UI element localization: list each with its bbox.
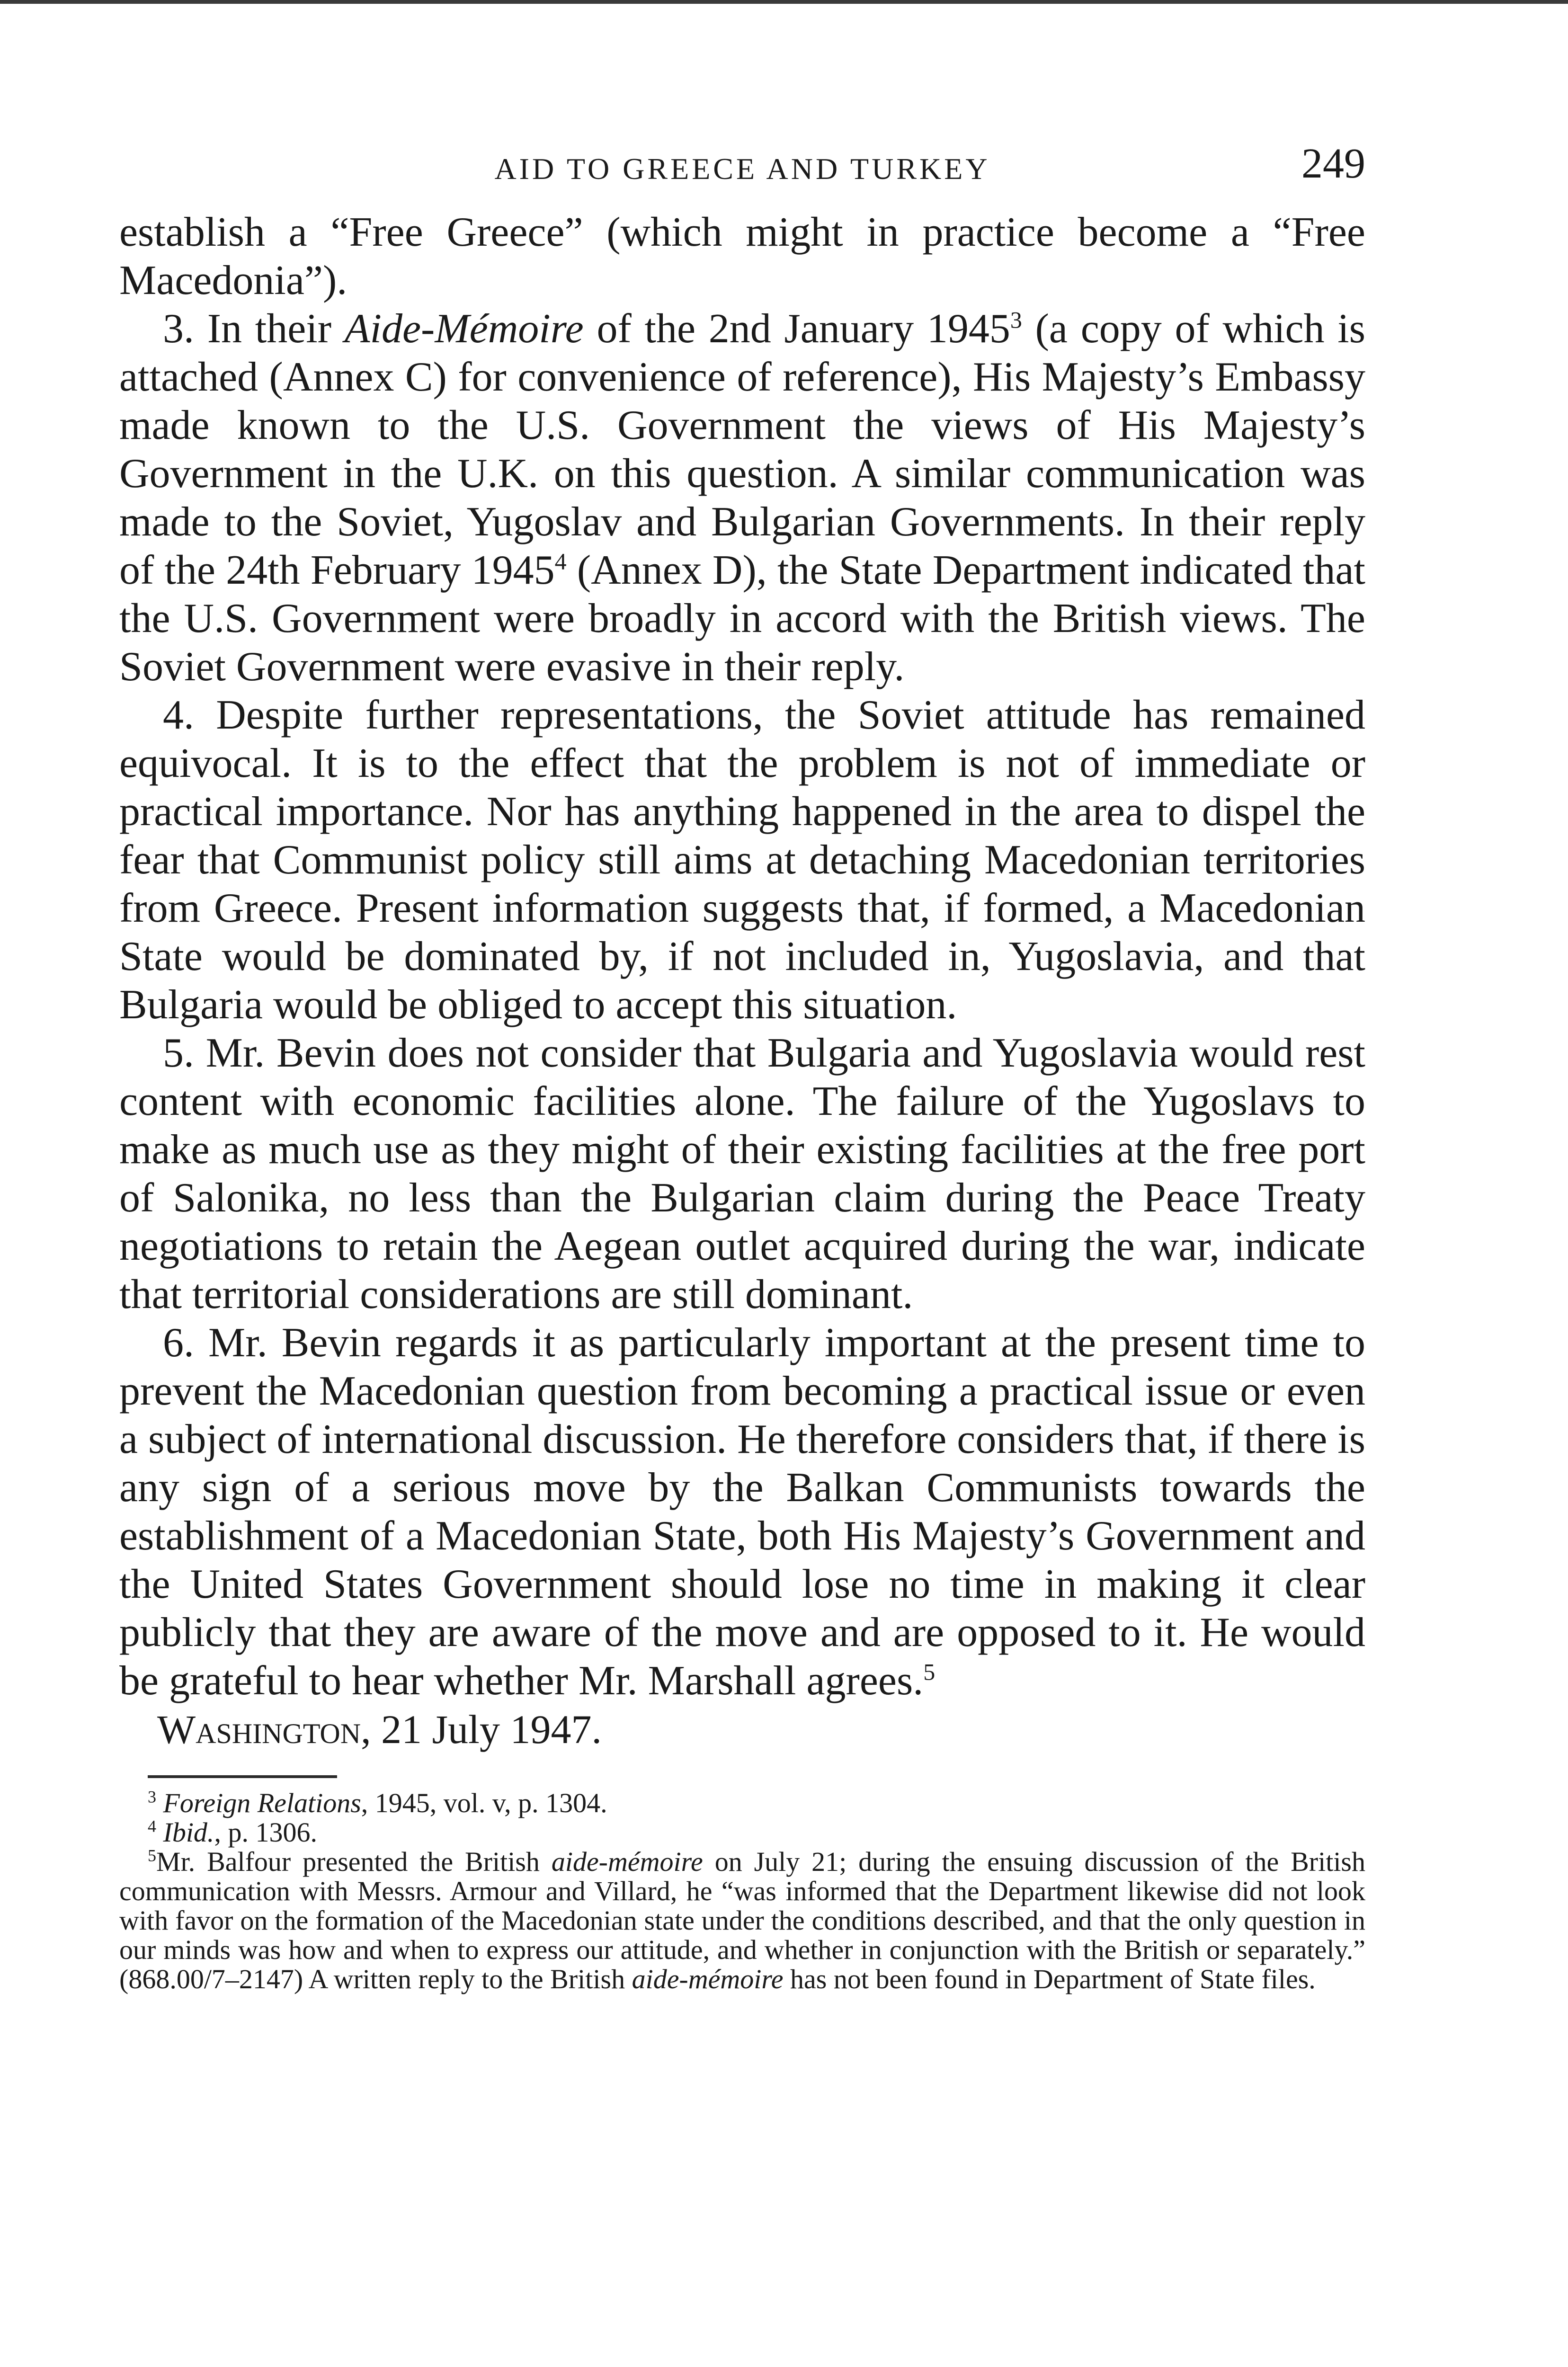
paragraph-6 (119, 1319, 1365, 1705)
footnote-5-text-b: on July 21; during the ensuing discussion of the British communication with Messrs. Armour and Villard, he “was informed that the Department likewise did not look with favor on the formation of the Macedonian state under the conditions described, and that the only question in our minds was how and when to express our attitude, and whether in conjunction with the British or separately.” (868.00/7–2147) A written reply to the British (119, 1846, 1365, 1994)
footnote-3-text: , 1945, vol. v, p. 1304. (361, 1788, 607, 1818)
footnote-4 (119, 1818, 1365, 1847)
scan-top-edge (0, 0, 1568, 4)
footnote-rule (148, 1775, 337, 1778)
footnote-5-marker: 5 (148, 1846, 156, 1865)
footnote-4-marker: 4 (148, 1816, 156, 1836)
footnotes (119, 1789, 1365, 1994)
footnote-5-text-c: has not been found in Department of State files. (783, 1964, 1316, 1994)
paragraph-3-italic: Aide-Mémoire (344, 306, 584, 352)
paragraph-3-text-c: (a copy of which is attached (Annex C) for convenience of reference), His Majesty’s Embassy made known to the U.S. Government the views of His Majesty’s Government in the U.K. on this question. A similar communication was made to the Soviet, Yugoslav and Bulgarian Governments. In their reply of the 24th February 1945 (119, 306, 1366, 593)
footnote-5-text-a: Mr. Balfour presented the British (156, 1846, 552, 1877)
document-page (119, 137, 1365, 1994)
footnote-4-text: , p. 1306. (214, 1817, 317, 1848)
dateline (119, 1705, 1365, 1753)
paragraph-4: 4. Despite further representations, the Soviet attitude has remained equivocal. It is to the effect that the problem is not of immediate or practical importance. Nor has anything happened in the area to dispel the fear that Communist policy still aims at detaching Macedonian territories from Greece. Present information suggests that, if formed, a Macedonian State would be dominated by, if not included in, Yugoslavia, and that Bulgaria would be obliged to accept this situation. (119, 692, 1365, 1028)
footnote-5-italic-2: aide-mémoire (632, 1964, 784, 1994)
running-header (119, 137, 1365, 208)
body-text (119, 208, 1365, 1753)
paragraph-continuation: establish a “Free Greece” (which might in practice become a “Free Macedonia”). (119, 209, 1365, 303)
running-title: AID TO GREECE AND TURKEY (494, 152, 990, 186)
footnote-3 (119, 1789, 1365, 1818)
paragraph-3-text-a: 3. In their (163, 306, 345, 352)
paragraph-3-text-d: (Annex D), the State Department indicated that the U.S. Government were broadly in accord with the British views. The Soviet Government were evasive in their reply. (119, 547, 1366, 690)
footnote-3-marker: 3 (148, 1787, 156, 1806)
paragraph-3 (119, 305, 1365, 691)
footnote-ref-4: 4 (554, 548, 567, 575)
footnote-4-italic: Ibid. (163, 1817, 214, 1848)
paragraph-5: 5. Mr. Bevin does not consider that Bulgaria and Yugoslavia would rest content with economic facilities alone. The failure of the Yugoslavs to make as much use as they might of their existing facilities at the free port of Salonika, no less than the Bulgarian claim during the Peace Treaty negotiations to retain the Aegean outlet acquired during the war, indicate that territorial considerations are still dominant. (119, 1030, 1365, 1317)
page-number: 249 (1301, 140, 1365, 187)
dateline-date: , 21 July 1947. (361, 1707, 602, 1752)
paragraph-6-text: 6. Mr. Bevin regards it as particularly important at the present time to prevent the Macedonian question from becoming a practical issue or even a subject of international discussion. He therefore considers that, if there is any sign of a serious move by the Balkan Communists towards the establishment of a Macedonian State, both His Majesty’s Government and the United States Government should lose no time in making it clear publicly that they are aware of the move and are opposed to it. He would be grateful to hear whether Mr. Marshall agrees. (119, 1320, 1365, 1704)
footnote-ref-5: 5 (923, 1658, 935, 1685)
footnote-5-italic-1: aide-mémoire (551, 1846, 703, 1877)
dateline-place: Washington (157, 1707, 361, 1752)
footnote-3-italic: Foreign Relations (163, 1788, 361, 1818)
footnote-5 (119, 1847, 1365, 1994)
paragraph-3-text-b: of the 2nd January 1945 (583, 306, 1010, 352)
footnote-ref-3: 3 (1010, 306, 1022, 333)
